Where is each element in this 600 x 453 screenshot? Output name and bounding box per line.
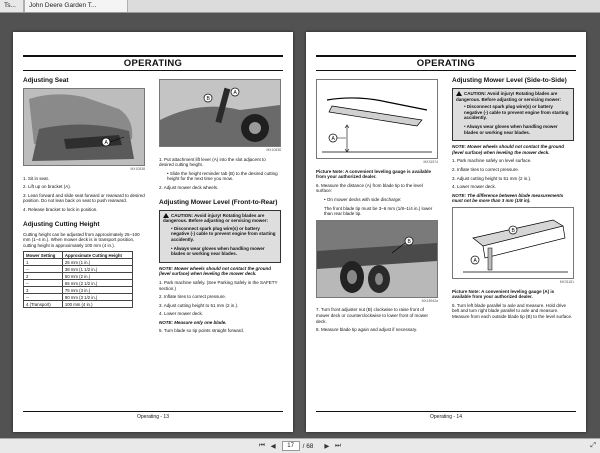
side-level-diagram <box>452 207 574 279</box>
prev-page-icon[interactable]: ◀ <box>270 443 276 450</box>
caution-box: CAUTION: Avoid injury! Rotating blades are dangerous. Before adjusting or servicing mower: • Disconnect spark plug wire(s) or battery negative (-) cable to prevent engine from starting accidently. • Always wear gloves when handling mower blades or working near blades. <box>159 210 281 263</box>
document-viewer[interactable] <box>0 13 600 438</box>
adjuster-nut-photo <box>316 220 438 298</box>
table-row: 4 (Transport) 100 mm (4 in.) <box>24 301 133 308</box>
page-footer: Operating - 13 <box>23 411 283 420</box>
heading-side-to-side: Adjusting Mower Level (Side-to-Side) <box>452 77 567 84</box>
blade-measure-diagram <box>316 79 438 159</box>
section-title: OPERATING <box>316 55 576 71</box>
heading-front-to-rear: Adjusting Mower Level (Front-to-Rear) <box>159 198 278 206</box>
page-number-input[interactable]: 17 <box>282 441 300 451</box>
heading-adjusting-seat: Adjusting Seat <box>23 77 69 84</box>
svg-text:A: A <box>104 140 108 146</box>
left-column-2: B A MX10538 1. Put attachment lift lever (A) into the slot adjacent to desired cutting height. • Slide the height reminder tab (B) to the desired cutting height for the next time you mow. 2. Adjust mower deck wheels. Adjusting Mower Level (Front-to-Rear) CAUTION: Avoid injury! Rotating blades are dangerous. Before adjusting or servicing mower: • Disconnect spark plug wire(s) or battery negative (-) cable to prevent engine from starting accidently. • Always wear gloves when handling mower blades or working near blades. NOTE: Mower wheels should not contact the ground (level surface) when leveling the mower deck. 1. Park machine safely. (See Parking Safely in the SAFETY section.) 2. Inflate tires to correct pressure. 3. Adjust cutting height to 51 mm (2 in.). 4. Lower mower deck. NOTE: Measure only one blade. 5. Turn blade so tip points straight forward. <box>159 77 281 337</box>
svg-text:B: B <box>206 96 210 102</box>
svg-text:B: B <box>407 238 411 245</box>
last-page-icon[interactable]: ⏭ <box>334 442 341 449</box>
warning-icon <box>163 213 169 218</box>
seat-photo <box>23 88 145 166</box>
first-page-icon[interactable]: ⏮ <box>259 442 265 449</box>
caution-box: CAUTION: Avoid injury! Rotating blades are dangerous. Before adjusting or servicing mower: • Disconnect spark plug wire(s) or battery negative (-) cable to prevent engine from starting accidently. • Always wear gloves when handling mower blades or working near blades. <box>452 88 574 141</box>
table-row: 2 50 mm (2 in.) <box>24 273 133 280</box>
table-row: -- 38 mm (1 1/2 in.) <box>24 266 133 273</box>
page-footer: Operating - 14 <box>316 411 576 420</box>
table-row: -- 90 mm (3 1/2 in.) <box>24 294 133 301</box>
section-title: OPERATING <box>23 55 283 71</box>
table-row: 1 25 mm (1 in.) <box>24 259 133 266</box>
navigation-toolbar <box>0 438 600 453</box>
svg-text:A: A <box>473 257 477 264</box>
next-page-icon[interactable]: ▶ <box>324 443 330 450</box>
svg-text:A: A <box>331 136 335 142</box>
svg-text:B: B <box>511 227 515 234</box>
tab-previous-document[interactable]: Ts... <box>0 0 24 12</box>
right-column-2: Adjusting Mower Level (Side-to-Side) CAUTION: Avoid injury! Rotating blades are dangerous. Before adjusting or servicing mower: • Disconnect spark plug wire(s) or battery negative (-) cable to prevent engine from starting accidently. • Always wear gloves when handling mower blades or working near blades. NOTE: Mower wheels should not contact the ground (level surface) when leveling the mower deck. 1. Park machine safely on level surface. 2. Inflate tires to correct pressure. 3. Adjust cutting height to 51 mm (2 in.). 4. Lower mower deck. NOTE: The difference between blade measurements must not be more than 3 mm (1/8 in). A B MX31181 Picture Note: A convenient leveling gauge (A) is available from your authorized dealer. 5. Turn left blade parallel to axle and measure. Hold drive belt and turn right blade parallel to axle and measure. Measure from each outside blade tip (B) to the level surface. <box>452 77 574 319</box>
table-row: 3 75 mm (3 in.) <box>24 287 133 294</box>
table-row: -- 65 mm (2 1/2 in.) <box>24 280 133 287</box>
page-14 <box>306 32 586 432</box>
heading-cutting-height: Adjusting Cutting Height <box>23 220 100 228</box>
left-column-1: Adjusting Seat A MX10538 1. Sit in seat. 2. Lift up on bracket (A). 3. Lean forward and slide seat forward or rearward to desired position. Do not lean back on seat to push rearward. 4. Release bracket to lock in position. Adjusting Cutting Height Cutting height can be adjusted from approximately 25–100 mm (1–4 in.). When mower deck is in transport position, cutting height is approximately 100 mm (4 in.). Mower Setting Approximate Cutting Height 1 25 mm (1 in.) -- 38 mm (1 1/2 in.) 2 50 mm (2 in.) -- 65 mm (2 1/2 in.) 3 75 mm (3 in.) -- 90 mm (3 1/2 in.) 4 (Transport) 100 mm (4 in.) <box>23 77 145 307</box>
svg-text:A: A <box>233 90 237 96</box>
page-total: / 68 <box>302 442 314 450</box>
tab-bar <box>0 0 600 13</box>
lift-lever-photo <box>159 79 281 147</box>
tab-john-deere[interactable]: John Deere Garden T... <box>24 0 128 12</box>
warning-icon <box>456 91 462 96</box>
right-column-1: A MX31574 Picture Note: A convenient leveling gauge is available from your authorized dealer. 6. Measure the distance (A) from blade tip to the level surface: • On mower decks with side discharge: The front blade tip must be 3–6 mm (1/8–1/4 in.) lower than rear blade tip. B MX18942a 7. Turn front adjuster nut (B) clockwise to raise front of mower deck or counterclockwise to lower front of mower deck. 8. Measure blade tip again and adjust if necessary. <box>316 77 438 336</box>
cutting-height-table: Mower Setting Approximate Cutting Height 1 25 mm (1 in.) -- 38 mm (1 1/2 in.) 2 50 mm (2 in.) -- 65 mm (2 1/2 in.) 3 75 mm (3 in.) -- 90 mm (3 1/2 in.) 4 (Transport) 100 mm (4 in.) <box>23 251 133 308</box>
page-13 <box>13 32 293 432</box>
fit-page-icon[interactable]: ⤢ <box>590 442 596 449</box>
